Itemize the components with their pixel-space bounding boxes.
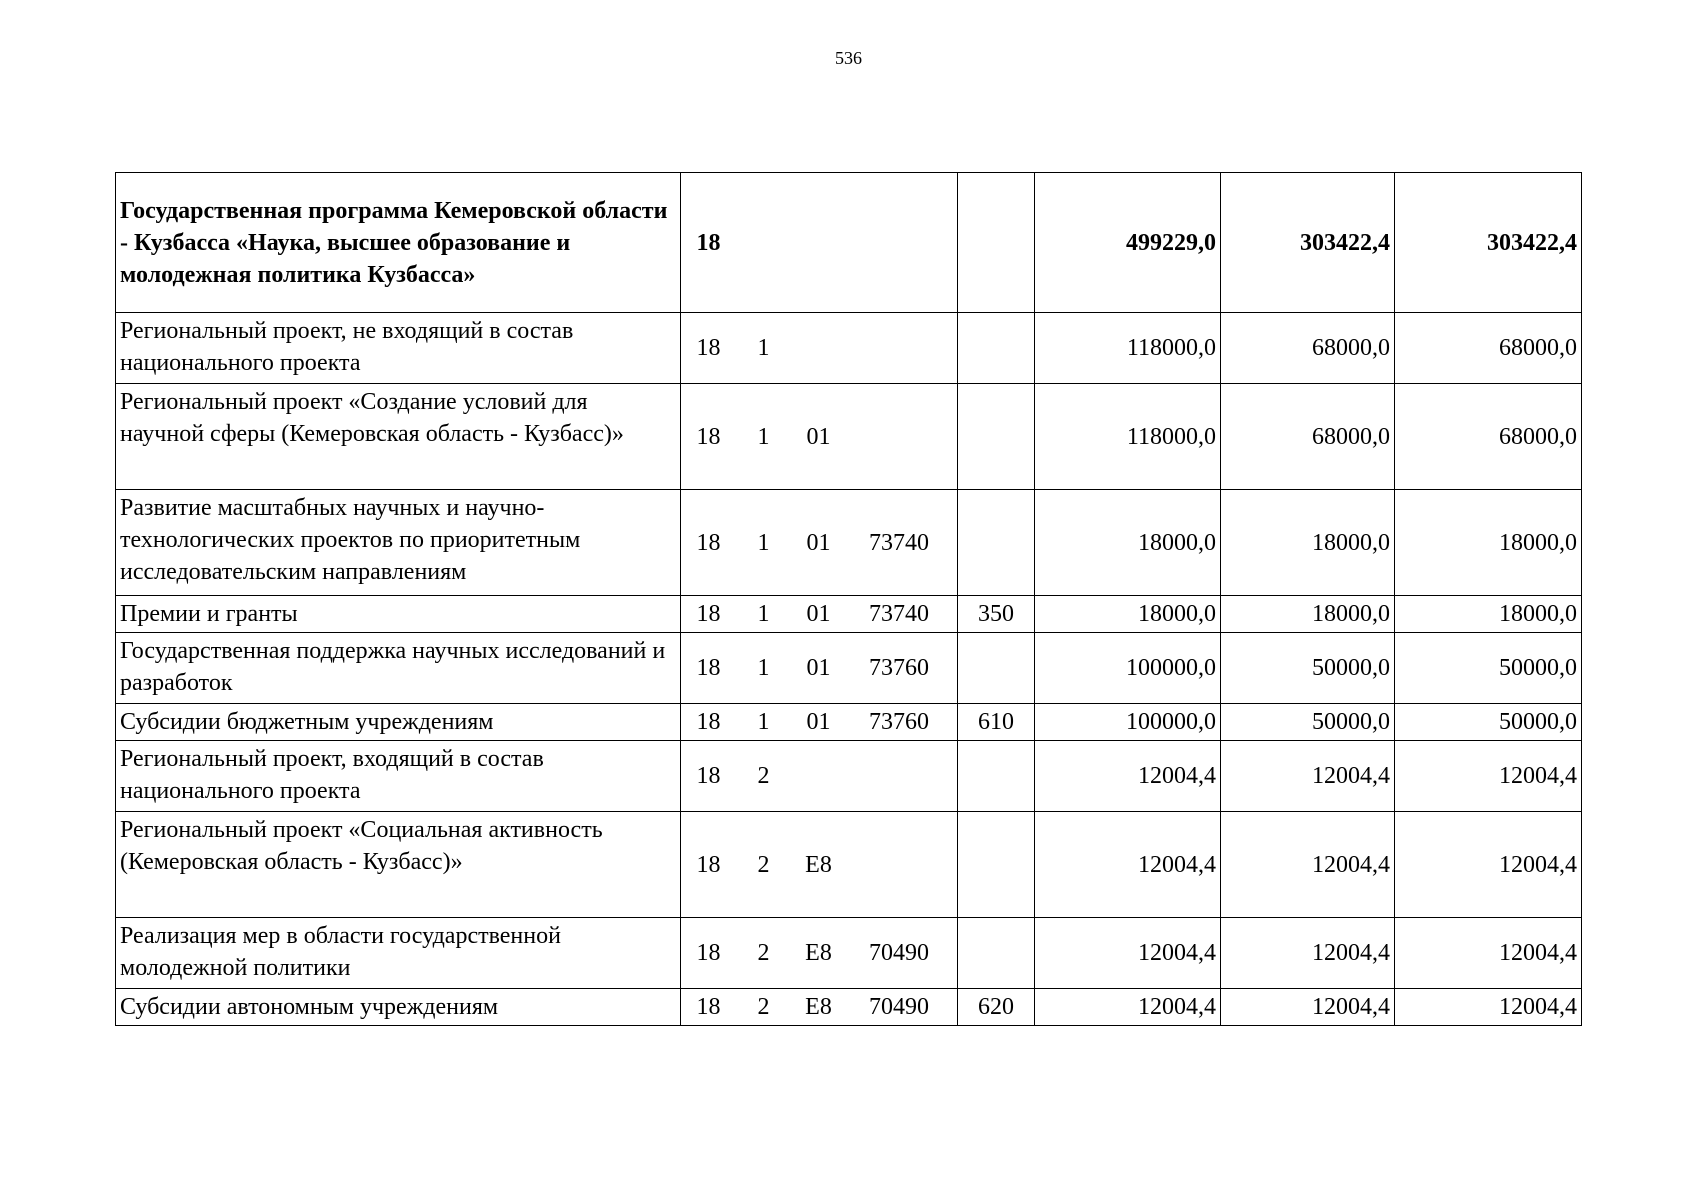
amount-year-1: 18000,0 <box>1035 596 1221 633</box>
code-subprogram: 1 <box>757 601 770 627</box>
row-codes <box>681 173 958 313</box>
amount-year-2: 68000,0 <box>1221 384 1395 490</box>
code-subprogram: 1 <box>757 655 770 681</box>
code-project: E8 <box>805 940 832 966</box>
code-project: E8 <box>805 994 832 1020</box>
row-name: Субсидии бюджетным учреждениям <box>116 704 681 741</box>
row-name: Региональный проект «Создание условий для научной сферы (Кемеровская область - Кузбасс)» <box>116 384 681 490</box>
expense-type <box>958 918 1035 989</box>
code-program: 18 <box>696 335 721 361</box>
amount-year-3: 12004,4 <box>1395 918 1582 989</box>
code-direction: 73740 <box>869 601 929 627</box>
expense-type <box>958 741 1035 812</box>
expense-type <box>958 313 1035 384</box>
row-name: Региональный проект, не входящий в состав национального проекта <box>116 313 681 384</box>
code-program: 18 <box>696 763 721 789</box>
table-row <box>116 918 1582 989</box>
expense-type <box>958 812 1035 918</box>
expense-type <box>958 633 1035 704</box>
row-name: Региональный проект «Социальная активность (Кемеровская область - Кузбасс)» <box>116 812 681 918</box>
code-direction: 73760 <box>869 655 929 681</box>
row-name: Региональный проект, входящий в состав национального проекта <box>116 741 681 812</box>
row-codes <box>681 313 958 384</box>
expense-type: 620 <box>958 989 1035 1026</box>
expense-type: 610 <box>958 704 1035 741</box>
code-program: 18 <box>696 423 721 450</box>
expense-type <box>958 490 1035 596</box>
table-row <box>116 173 1582 313</box>
table-row <box>116 989 1582 1026</box>
code-program: 18 <box>696 229 721 256</box>
code-program: 18 <box>696 994 721 1020</box>
row-name: Развитие масштабных научных и научно-технологических проектов по приоритетным исследовательским направлениям <box>116 490 681 596</box>
table-row <box>116 812 1582 918</box>
row-codes <box>681 596 958 633</box>
amount-year-1: 18000,0 <box>1035 490 1221 596</box>
row-codes <box>681 741 958 812</box>
code-direction: 70490 <box>869 940 929 966</box>
row-name: Субсидии автономным учреждениям <box>116 989 681 1026</box>
code-direction: 73740 <box>869 529 929 556</box>
code-program: 18 <box>696 851 721 878</box>
expense-type <box>958 173 1035 313</box>
table-row <box>116 596 1582 633</box>
code-subprogram: 1 <box>757 529 770 556</box>
amount-year-2: 50000,0 <box>1221 633 1395 704</box>
amount-year-1: 12004,4 <box>1035 989 1221 1026</box>
amount-year-3: 303422,4 <box>1395 173 1582 313</box>
amount-year-3: 50000,0 <box>1395 704 1582 741</box>
row-codes <box>681 704 958 741</box>
amount-year-2: 303422,4 <box>1221 173 1395 313</box>
page-number: 536 <box>835 48 862 68</box>
amount-year-3: 12004,4 <box>1395 989 1582 1026</box>
code-subprogram: 1 <box>757 335 770 361</box>
code-project: 01 <box>806 529 831 556</box>
budget-table <box>115 172 1582 1026</box>
amount-year-2: 12004,4 <box>1221 812 1395 918</box>
row-codes <box>681 812 958 918</box>
code-project: 01 <box>806 655 831 681</box>
code-subprogram: 1 <box>757 423 770 450</box>
expense-type: 350 <box>958 596 1035 633</box>
amount-year-3: 18000,0 <box>1395 490 1582 596</box>
code-subprogram: 2 <box>757 763 770 789</box>
amount-year-1: 499229,0 <box>1035 173 1221 313</box>
amount-year-2: 12004,4 <box>1221 918 1395 989</box>
row-name: Государственная программа Кемеровской области - Кузбасса «Наука, высшее образование и молодежная политика Кузбасса» <box>116 173 681 313</box>
table-row <box>116 384 1582 490</box>
amount-year-2: 50000,0 <box>1221 704 1395 741</box>
amount-year-1: 12004,4 <box>1035 918 1221 989</box>
amount-year-1: 100000,0 <box>1035 633 1221 704</box>
code-project: 01 <box>806 601 831 627</box>
amount-year-3: 68000,0 <box>1395 384 1582 490</box>
code-subprogram: 1 <box>757 709 770 735</box>
amount-year-3: 18000,0 <box>1395 596 1582 633</box>
code-program: 18 <box>696 940 721 966</box>
code-program: 18 <box>696 655 721 681</box>
expense-type <box>958 384 1035 490</box>
row-codes <box>681 384 958 490</box>
code-project: E8 <box>805 851 832 878</box>
table-row <box>116 633 1582 704</box>
row-codes <box>681 490 958 596</box>
amount-year-1: 118000,0 <box>1035 313 1221 384</box>
amount-year-3: 50000,0 <box>1395 633 1582 704</box>
amount-year-1: 12004,4 <box>1035 812 1221 918</box>
code-subprogram: 2 <box>757 940 770 966</box>
amount-year-3: 12004,4 <box>1395 741 1582 812</box>
row-name: Реализация мер в области государственной молодежной политики <box>116 918 681 989</box>
code-program: 18 <box>696 601 721 627</box>
code-program: 18 <box>696 529 721 556</box>
code-subprogram: 2 <box>757 994 770 1020</box>
row-name: Премии и гранты <box>116 596 681 633</box>
row-codes <box>681 989 958 1026</box>
amount-year-1: 100000,0 <box>1035 704 1221 741</box>
amount-year-2: 12004,4 <box>1221 989 1395 1026</box>
amount-year-2: 12004,4 <box>1221 741 1395 812</box>
code-direction: 70490 <box>869 994 929 1020</box>
amount-year-1: 118000,0 <box>1035 384 1221 490</box>
row-codes <box>681 633 958 704</box>
amount-year-2: 18000,0 <box>1221 490 1395 596</box>
row-codes <box>681 918 958 989</box>
table-row <box>116 313 1582 384</box>
table-row <box>116 490 1582 596</box>
code-subprogram: 2 <box>757 851 770 878</box>
code-program: 18 <box>696 709 721 735</box>
amount-year-2: 18000,0 <box>1221 596 1395 633</box>
row-name: Государственная поддержка научных исследований и разработок <box>116 633 681 704</box>
code-direction: 73760 <box>869 709 929 735</box>
code-project: 01 <box>806 709 831 735</box>
amount-year-3: 12004,4 <box>1395 812 1582 918</box>
table-row <box>116 704 1582 741</box>
table-row <box>116 741 1582 812</box>
amount-year-1: 12004,4 <box>1035 741 1221 812</box>
amount-year-2: 68000,0 <box>1221 313 1395 384</box>
code-project: 01 <box>806 423 831 450</box>
amount-year-3: 68000,0 <box>1395 313 1582 384</box>
